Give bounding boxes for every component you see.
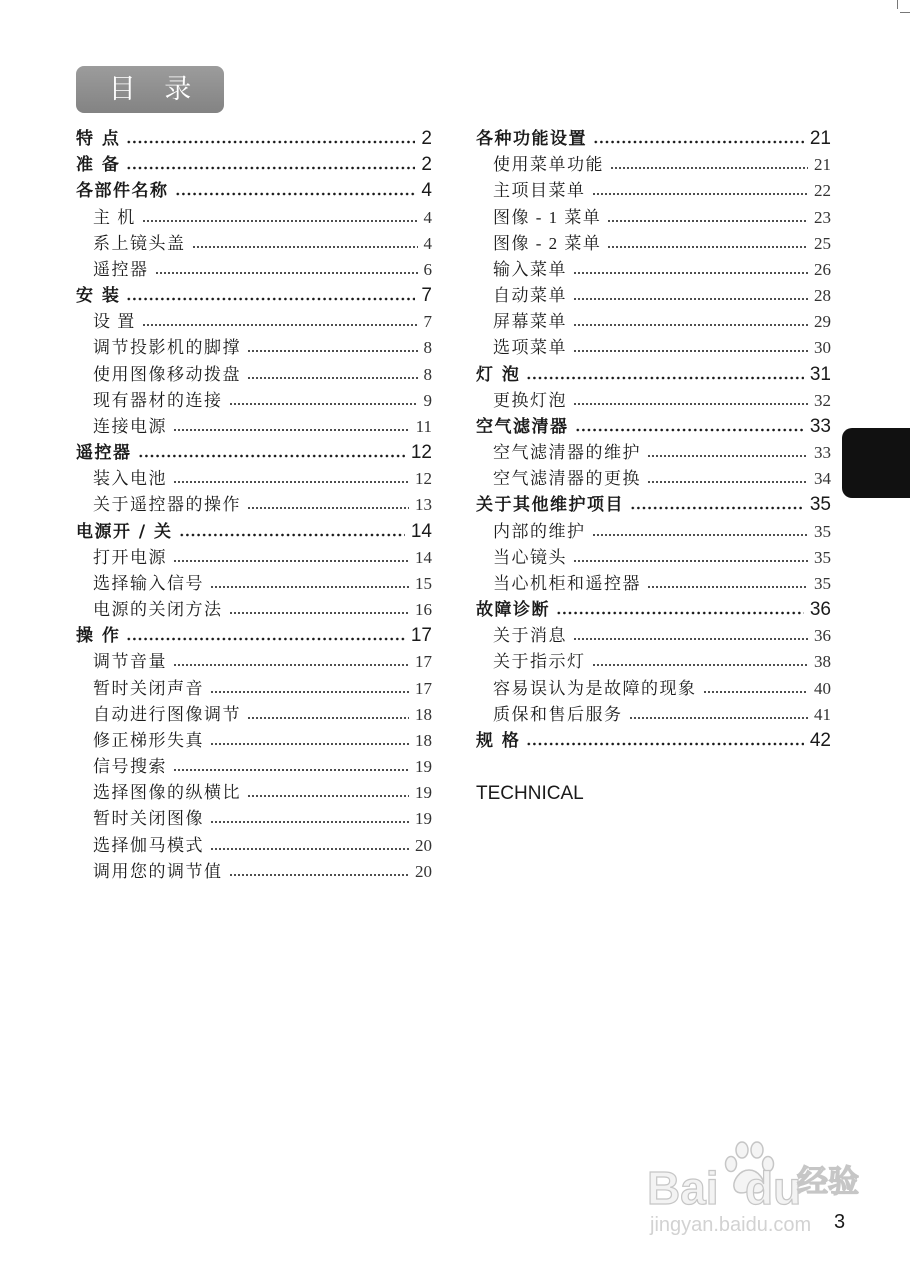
dot-leader	[573, 349, 808, 353]
toc-label: 空气滤清器的维护	[493, 443, 641, 463]
watermark-brand-du: du	[745, 1162, 802, 1214]
toc-entry	[76, 205, 432, 231]
toc-entry	[76, 388, 432, 414]
dot-leader	[647, 480, 808, 484]
toc-label: 暂时关闭图像	[93, 809, 204, 829]
toc-entry	[76, 676, 432, 702]
toc-entry	[76, 492, 432, 518]
toc-page-number: 8	[423, 338, 432, 358]
dot-leader	[173, 428, 410, 432]
toc-label: 当心机柜和遥控器	[493, 573, 641, 593]
toc-entry	[76, 754, 432, 780]
dot-leader	[526, 376, 803, 380]
dot-leader	[126, 637, 404, 641]
dot-leader	[192, 245, 418, 249]
toc-page-number: 26	[814, 259, 831, 279]
toc-entry	[476, 440, 831, 466]
toc-page-number: 7	[421, 285, 432, 307]
toc-page-number: 12	[415, 469, 432, 489]
dot-leader	[247, 794, 409, 798]
toc-page-number: 35	[809, 494, 831, 516]
toc-entry	[476, 623, 831, 649]
dot-leader	[155, 271, 418, 275]
dot-leader	[575, 428, 804, 432]
dot-leader	[173, 559, 409, 563]
toc-page-number: 31	[809, 363, 831, 385]
watermark-brand-jingyan: 经验	[797, 1164, 859, 1200]
toc-page-number: 35	[814, 521, 831, 541]
toc-section	[476, 362, 831, 388]
toc-entry	[476, 205, 831, 231]
toc-entry	[76, 597, 432, 623]
toc-section	[76, 283, 432, 309]
toc-label: 空气滤清器的更换	[493, 469, 641, 489]
dot-leader	[173, 768, 409, 772]
toc-page-number: 35	[814, 547, 831, 567]
dot-leader	[173, 663, 409, 667]
toc-label: 关于指示灯	[493, 652, 586, 672]
toc-section	[76, 178, 432, 204]
toc-label: 设 置	[93, 312, 136, 332]
dot-leader	[138, 454, 405, 458]
dot-leader	[229, 611, 410, 615]
dot-leader	[573, 402, 808, 406]
toc-label: 图像 - 2 菜单	[493, 233, 602, 253]
dot-leader	[210, 820, 409, 824]
toc-label: 灯 泡	[476, 364, 521, 385]
dot-leader	[573, 637, 808, 641]
dot-leader	[210, 742, 409, 746]
toc-label: 打开电源	[93, 547, 167, 567]
toc-label: 各部件名称	[76, 181, 169, 202]
dot-leader	[592, 192, 809, 196]
dot-leader	[556, 611, 804, 615]
toc-section	[476, 492, 831, 518]
toc-label: 使用图像移动拨盘	[93, 364, 241, 384]
toc-label: 装入电池	[93, 469, 167, 489]
toc-label: 电源开 / 关	[76, 521, 173, 542]
toc-label: 调节音量	[93, 652, 167, 672]
dot-leader	[592, 533, 809, 537]
toc-label: 主项目菜单	[493, 181, 586, 201]
toc-section	[76, 126, 432, 152]
toc-label: 操 作	[76, 626, 121, 647]
toc-page-number: 29	[814, 312, 831, 332]
toc-entry	[76, 571, 432, 597]
toc-page-number: 23	[814, 207, 831, 227]
toc-page-number: 9	[423, 390, 432, 410]
crop-mark	[897, 0, 898, 9]
toc-label: 规 格	[476, 730, 521, 751]
toc-page-number: 36	[809, 599, 831, 621]
toc-section	[76, 623, 432, 649]
toc-entry	[476, 519, 831, 545]
dot-leader	[229, 873, 410, 877]
toc-label: 关于消息	[493, 626, 567, 646]
toc-label: 内部的维护	[493, 521, 586, 541]
toc-page-number: 20	[415, 861, 432, 881]
toc-label: 屏幕菜单	[493, 312, 567, 332]
toc-label: 使用菜单功能	[493, 155, 604, 175]
toc-label: 选择输入信号	[93, 573, 204, 593]
toc-entry	[476, 649, 831, 675]
toc-entry	[476, 466, 831, 492]
toc-label: 遥控器	[93, 259, 149, 279]
page-title: 目 录	[108, 74, 192, 105]
toc-label: 图像 - 1 菜单	[493, 207, 602, 227]
dot-leader	[647, 454, 808, 458]
toc-label: 更换灯泡	[493, 390, 567, 410]
toc-label: 主 机	[93, 207, 136, 227]
toc-page-number: 38	[814, 652, 831, 672]
toc-label: 自动进行图像调节	[93, 704, 241, 724]
dot-leader	[610, 166, 808, 170]
toc-entry	[476, 231, 831, 257]
toc-page-number: 28	[814, 286, 831, 306]
toc-label: 信号搜索	[93, 757, 167, 777]
dot-leader	[573, 559, 808, 563]
toc-page-number: 41	[814, 704, 831, 724]
technical-label: TECHNICAL	[476, 783, 584, 804]
toc-entry	[76, 859, 432, 885]
dot-leader	[703, 690, 809, 694]
title-badge	[76, 66, 224, 113]
toc-page-number: 13	[415, 495, 432, 515]
toc-label: 遥控器	[76, 443, 132, 464]
dot-leader	[593, 140, 804, 144]
dot-leader	[247, 716, 409, 720]
toc-column-left	[76, 126, 432, 885]
dot-leader	[126, 297, 415, 301]
toc-label: 自动菜单	[493, 286, 567, 306]
toc-entry	[476, 283, 831, 309]
toc-page-number: 14	[415, 547, 432, 567]
toc-page-number: 19	[415, 809, 432, 829]
toc-entry	[76, 335, 432, 361]
toc-label: 容易误认为是故障的现象	[493, 678, 697, 698]
toc-page-number: 7	[423, 312, 432, 332]
toc-page-number: 18	[415, 704, 432, 724]
toc-entry	[476, 309, 831, 335]
toc-section	[76, 519, 432, 545]
toc-section	[476, 126, 831, 152]
toc-entry	[76, 545, 432, 571]
watermark-brand-bai: Bai	[647, 1162, 719, 1214]
toc-page-number: 19	[415, 783, 432, 803]
toc-entry	[76, 362, 432, 388]
toc-page-number: 34	[814, 469, 831, 489]
crop-mark	[900, 12, 910, 13]
toc-page-number: 17	[415, 652, 432, 672]
toc-label: 安 装	[76, 286, 121, 307]
toc-page-number: 16	[415, 600, 432, 620]
toc-label: 准 备	[76, 155, 121, 176]
toc-page-number: 42	[809, 729, 831, 751]
dot-leader	[142, 219, 418, 223]
toc-entry	[476, 571, 831, 597]
toc-label: 选项菜单	[493, 338, 567, 358]
toc-label: 选择图像的纵横比	[93, 783, 241, 803]
toc-page-number: 33	[814, 443, 831, 463]
toc-page-number: 14	[410, 520, 432, 542]
toc-entry	[76, 702, 432, 728]
toc-page-number: 32	[814, 390, 831, 410]
toc-label: 输入菜单	[493, 259, 567, 279]
dot-leader	[126, 140, 415, 144]
toc-entry	[476, 257, 831, 283]
dot-leader	[592, 663, 809, 667]
toc-label: 现有器材的连接	[93, 390, 223, 410]
dot-leader	[573, 297, 808, 301]
toc-section	[476, 728, 831, 754]
toc-entry	[476, 388, 831, 414]
toc-label: 故障诊断	[476, 600, 550, 621]
page-number: 3	[834, 1211, 846, 1233]
toc-entry	[76, 649, 432, 675]
toc-page-number: 21	[809, 128, 831, 149]
toc-page-number: 33	[809, 415, 831, 437]
dot-leader	[210, 690, 409, 694]
toc-entry	[476, 178, 831, 204]
toc-label: 连接电源	[93, 416, 167, 436]
toc-page-number: 2	[421, 128, 432, 149]
toc-page-number: 20	[415, 835, 432, 855]
dot-leader	[630, 506, 804, 510]
toc-label: 电源的关闭方法	[93, 600, 223, 620]
toc-section	[76, 152, 432, 178]
toc-page-number: 17	[415, 678, 432, 698]
toc-entry	[476, 152, 831, 178]
toc-label: 关于其他维护项目	[476, 495, 624, 516]
toc-label: 特 点	[76, 129, 121, 149]
dot-leader	[526, 742, 803, 746]
dot-leader	[247, 376, 418, 380]
toc-page-number: 8	[423, 364, 432, 384]
toc-entry	[476, 702, 831, 728]
toc-entry	[76, 728, 432, 754]
toc-label: 当心镜头	[493, 547, 567, 567]
toc-entry	[76, 257, 432, 283]
toc-label: 质保和售后服务	[493, 704, 623, 724]
dot-leader	[573, 323, 808, 327]
toc-label: 关于遥控器的操作	[93, 495, 241, 515]
toc-page-number: 25	[814, 233, 831, 253]
toc-page-number: 35	[814, 573, 831, 593]
dot-leader	[573, 271, 808, 275]
toc-entry	[76, 833, 432, 859]
dot-leader	[175, 192, 416, 196]
toc-section	[476, 597, 831, 623]
toc-label: 调用您的调节值	[93, 861, 223, 881]
dot-leader	[247, 506, 409, 510]
toc-page-number: 4	[423, 233, 432, 253]
dot-leader	[126, 166, 415, 170]
toc-entry	[76, 780, 432, 806]
dot-leader	[629, 716, 809, 720]
toc-entry	[76, 231, 432, 257]
toc-page-number: 18	[415, 730, 432, 750]
toc-page-number: 4	[421, 180, 432, 202]
section-thumb-tab	[842, 428, 910, 498]
toc-label: 暂时关闭声音	[93, 678, 204, 698]
toc-entry	[476, 676, 831, 702]
toc-page-number: 36	[814, 626, 831, 646]
dot-leader	[607, 219, 808, 223]
toc-label: 系上镜头盖	[93, 233, 186, 253]
toc-entry	[76, 806, 432, 832]
toc-label: 调节投影机的脚撑	[93, 338, 241, 358]
toc-label: 修正梯形失真	[93, 730, 204, 750]
dot-leader	[229, 402, 418, 406]
toc-page-number: 6	[423, 259, 432, 279]
toc-entry	[76, 414, 432, 440]
dot-leader	[173, 480, 409, 484]
toc-page-number: 11	[415, 416, 432, 436]
toc-page-number: 4	[423, 207, 432, 227]
toc-section	[476, 414, 831, 440]
toc-page-number: 30	[814, 338, 831, 358]
toc-page-number: 21	[814, 155, 831, 175]
dot-leader	[179, 533, 405, 537]
toc-label: 空气滤清器	[476, 416, 569, 437]
toc-entry	[76, 309, 432, 335]
watermark	[645, 1135, 860, 1245]
toc-page-number: 12	[410, 442, 432, 464]
toc-page-number: 15	[415, 573, 432, 593]
watermark-url: jingyan.baidu.com	[650, 1214, 812, 1236]
dot-leader	[210, 585, 409, 589]
dot-leader	[247, 349, 418, 353]
dot-leader	[142, 323, 418, 327]
toc-page-number: 40	[814, 678, 831, 698]
toc-label: 各种功能设置	[476, 129, 587, 149]
toc-entry	[476, 545, 831, 571]
toc-entry	[76, 466, 432, 492]
toc-page-number: 22	[814, 181, 831, 201]
toc-entry	[476, 335, 831, 361]
toc-page-number: 19	[415, 757, 432, 777]
toc-section	[76, 440, 432, 466]
dot-leader	[647, 585, 808, 589]
toc-column-right	[476, 126, 831, 754]
dot-leader	[210, 847, 409, 851]
toc-label: 选择伽马模式	[93, 835, 204, 855]
toc-page-number: 2	[421, 154, 432, 176]
dot-leader	[607, 245, 808, 249]
toc-page-number: 17	[410, 625, 432, 647]
